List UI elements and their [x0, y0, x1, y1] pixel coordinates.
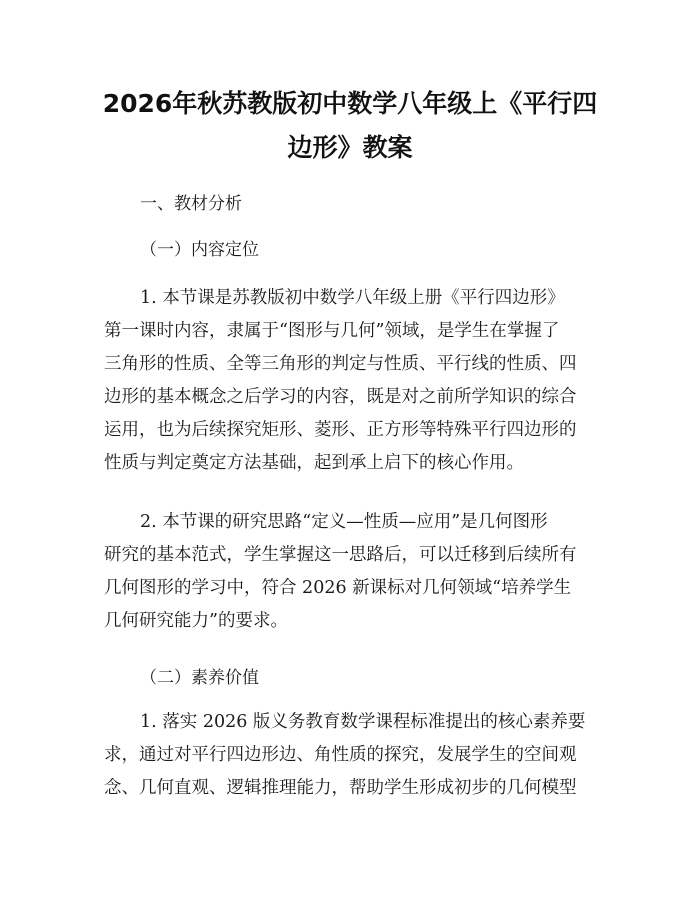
section-heading: 一、教材分析 [140, 194, 242, 214]
paragraph-2 [104, 506, 604, 638]
document-title-line-2: 边形》教案 [287, 133, 413, 162]
paragraph-line: 性质与判定奠定方法基础，起到承上启下的核心作用。 [104, 453, 524, 473]
paragraph-line: 第一课时内容，隶属于“图形与几何”领域，是学生在掌握了 [104, 321, 560, 341]
paragraph-line: 念、几何直观、逻辑推理能力，帮助学生形成初步的几何模型 [104, 778, 577, 798]
paragraph-line: 2. 本节课的研究思路“定义—性质—应用”是几何图形 [140, 512, 548, 532]
paragraph-line: 求，通过对平行四边形边、角性质的探究，发展学生的空间观 [104, 745, 577, 765]
paragraph-line: 研究的基本范式，学生掌握这一思路后，可以迁移到后续所有 [104, 545, 577, 565]
paragraph-line: 几何图形的学习中，符合 2026 新课标对几何领域“培养学生 [104, 578, 572, 598]
paragraph-3 [104, 706, 604, 805]
paragraph-line: 边形的基本概念之后学习的内容，既是对之前所学知识的综合 [104, 387, 577, 407]
sub-heading-literacy-value: （二）素养价值 [140, 668, 259, 688]
paragraph-line: 1. 本节课是苏教版初中数学八年级上册《平行四边形》 [140, 288, 565, 308]
paragraph-line: 三角形的性质、全等三角形的判定与性质、平行线的性质、四 [104, 354, 577, 374]
paragraph-1 [104, 282, 604, 480]
sub-heading-content-positioning: （一）内容定位 [140, 240, 259, 260]
paragraph-line: 运用，也为后续探究矩形、菱形、正方形等特殊平行四边形的 [104, 420, 577, 440]
paragraph-line: 几何研究能力”的要求。 [104, 611, 288, 631]
paragraph-line: 1. 落实 2026 版义务教育数学课程标准提出的核心素养要 [140, 712, 586, 732]
document-title-line-1: 2026年秋苏教版初中数学八年级上《平行四 [102, 89, 598, 118]
